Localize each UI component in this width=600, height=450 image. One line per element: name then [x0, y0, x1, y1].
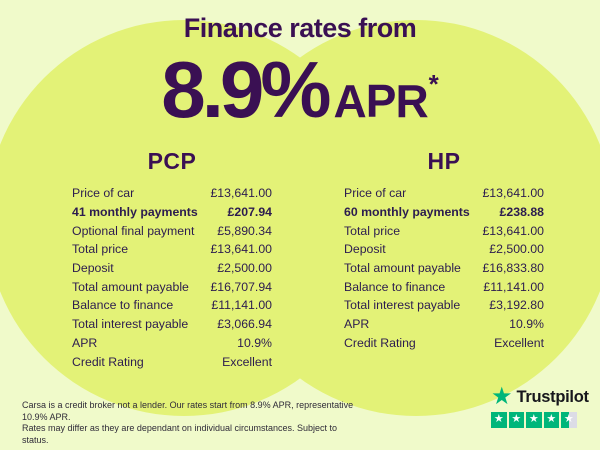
row-label: Deposit — [344, 242, 386, 257]
row-label: Price of car — [344, 186, 407, 201]
rating-half-star-icon: ★ — [561, 412, 577, 428]
table-row — [344, 277, 544, 296]
rate-apr-label: APR — [333, 75, 428, 127]
table-row — [344, 296, 544, 315]
trustpilot-wordmark: Trustpilot — [516, 387, 589, 406]
row-label: Total amount payable — [72, 279, 189, 294]
row-label: Balance to finance — [72, 298, 174, 313]
headline-rate — [0, 45, 600, 134]
legal-disclaimer — [22, 400, 362, 446]
row-label: 60 monthly payments — [344, 205, 470, 220]
row-value: 10.9% — [509, 317, 544, 332]
row-value: £2,500.00 — [489, 242, 544, 257]
row-label: Total amount payable — [344, 261, 461, 276]
rating-star-icon: ★ — [509, 412, 525, 428]
table-row — [344, 184, 544, 203]
table-row — [344, 334, 544, 353]
pcp-table — [72, 148, 272, 371]
row-value: £3,066.94 — [217, 317, 272, 332]
table-row — [72, 352, 272, 371]
table-row — [344, 315, 544, 334]
page-title: Finance rates from — [183, 13, 417, 43]
table-row — [72, 259, 272, 278]
rating-star-icon: ★ — [526, 412, 542, 428]
row-label: Optional final payment — [72, 223, 195, 238]
row-value: Excellent — [222, 354, 272, 369]
trustpilot-badge — [491, 385, 589, 428]
row-value: £2,500.00 — [217, 261, 272, 276]
table-row — [72, 184, 272, 203]
row-value: £13,641.00 — [482, 223, 544, 238]
row-label: Balance to finance — [344, 279, 446, 294]
row-value: £13,641.00 — [210, 186, 272, 201]
row-label: Total interest payable — [72, 317, 189, 332]
row-value: £13,641.00 — [482, 186, 544, 201]
row-value: £207.94 — [227, 205, 272, 220]
trustpilot-star-icon: ★ — [491, 383, 513, 410]
row-value: 10.9% — [237, 335, 272, 350]
hp-table — [344, 148, 544, 352]
table-row — [344, 259, 544, 278]
table-row — [72, 315, 272, 334]
trustpilot-logo — [491, 385, 589, 409]
row-label: Deposit — [72, 261, 114, 276]
row-value: £13,641.00 — [210, 242, 272, 257]
row-label: Total interest payable — [344, 298, 461, 313]
row-label: Price of car — [72, 186, 135, 201]
hp-table-title: HP — [427, 148, 461, 174]
row-label: Credit Rating — [344, 335, 416, 350]
row-value: £16,707.94 — [210, 279, 272, 294]
table-row — [72, 221, 272, 240]
row-value: £16,833.80 — [482, 261, 544, 276]
disclaimer-line-1: Carsa is a credit broker not a lender. Our rates start from 8.9% APR, representative 10.9% APR. — [22, 400, 354, 422]
row-value: £238.88 — [499, 205, 544, 220]
row-label: Total price — [72, 242, 129, 257]
rating-star-icon: ★ — [491, 412, 507, 428]
row-value: Excellent — [494, 335, 544, 350]
row-value: £11,141.00 — [483, 279, 544, 294]
row-label: APR — [72, 335, 98, 350]
table-row — [72, 203, 272, 222]
row-label: Credit Rating — [72, 354, 144, 369]
row-value: £3,192.80 — [489, 298, 544, 313]
rating-star-icon: ★ — [544, 412, 560, 428]
row-label: Total price — [344, 223, 401, 238]
table-row — [72, 240, 272, 259]
row-label: 41 monthly payments — [72, 205, 198, 220]
row-value: £11,141.00 — [211, 298, 272, 313]
pcp-table-title: PCP — [147, 148, 197, 174]
table-row — [72, 277, 272, 296]
table-row — [72, 334, 272, 353]
trustpilot-rating-4-5 — [491, 412, 589, 428]
table-row — [344, 240, 544, 259]
table-row — [72, 296, 272, 315]
disclaimer-line-2: Rates may differ as they are dependant on individual circumstances. Subject to status. — [22, 423, 338, 445]
row-label: APR — [344, 317, 370, 332]
table-row — [344, 203, 544, 222]
rate-asterisk: * — [428, 69, 439, 99]
row-value: £5,890.34 — [217, 223, 272, 238]
table-row — [344, 221, 544, 240]
rate-value: 8.9% — [161, 45, 328, 134]
